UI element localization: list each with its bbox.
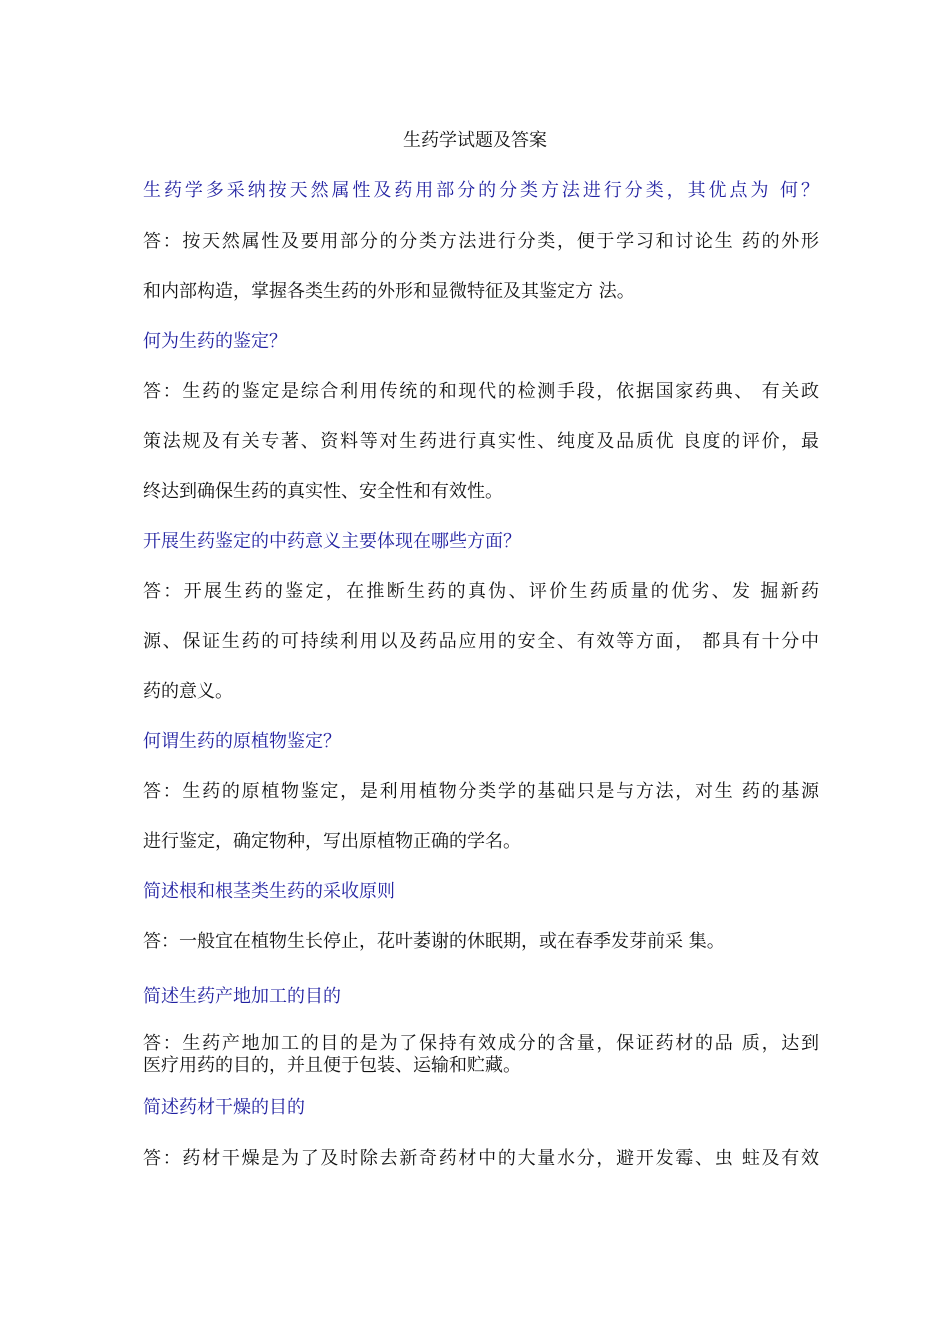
answer-2-line-3: 终达到确保生药的真实性、安全性和有效性。 [143, 481, 503, 502]
answer-5-line-1: 答：一般宜在植物生长停止，花叶萎谢的休眠期，或在春季发芽前采 集。 [143, 931, 725, 952]
page-title: 生药学试题及答案 [403, 130, 547, 151]
answer-3-line-3: 药的意义。 [143, 681, 233, 702]
answer-1-line-1: 答：按天然属性及要用部分的分类方法进行分类，便于学习和讨论生 药的外形 [143, 231, 819, 252]
question-1: 生药学多采纳按天然属性及药用部分的分类方法进行分类，其优点为 何？ [143, 180, 819, 201]
question-2: 何为生药的鉴定？ [143, 331, 287, 352]
answer-1-line-2: 和内部构造，掌握各类生药的外形和显微特征及其鉴定方 法。 [143, 281, 635, 302]
answer-3-line-1: 答：开展生药的鉴定，在推断生药的真伪、评价生药质量的优劣、发 掘新药 [143, 581, 819, 602]
answer-7-line-1: 答：药材干燥是为了及时除去新奇药材中的大量水分，避开发霉、虫 蛀及有效 [143, 1148, 819, 1169]
answer-4-line-2: 进行鉴定，确定物种，写出原植物正确的学名。 [143, 831, 521, 852]
answer-6-line-2: 医疗用药的目的，并且便于包装、运输和贮藏。 [143, 1055, 521, 1076]
answer-4-line-1: 答：生药的原植物鉴定，是利用植物分类学的基础只是与方法，对生 药的基源 [143, 781, 819, 802]
answer-6-line-1: 答：生药产地加工的目的是为了保持有效成分的含量，保证药材的品 质，达到 [143, 1033, 819, 1054]
question-3: 开展生药鉴定的中药意义主要体现在哪些方面？ [143, 531, 521, 552]
answer-2-line-2: 策法规及有关专著、资料等对生药进行真实性、纯度及品质优 良度的评价，最 [143, 431, 819, 452]
question-5: 简述根和根茎类生药的采收原则 [143, 881, 395, 902]
answer-3-line-2: 源、保证生药的可持续利用以及药品应用的安全、有效等方面， 都具有十分中 [143, 631, 819, 652]
question-4: 何谓生药的原植物鉴定？ [143, 731, 341, 752]
question-7: 简述药材干燥的目的 [143, 1097, 305, 1118]
question-6: 简述生药产地加工的目的 [143, 986, 341, 1007]
answer-2-line-1: 答：生药的鉴定是综合利用传统的和现代的检测手段，依据国家药典、 有关政 [143, 381, 819, 402]
